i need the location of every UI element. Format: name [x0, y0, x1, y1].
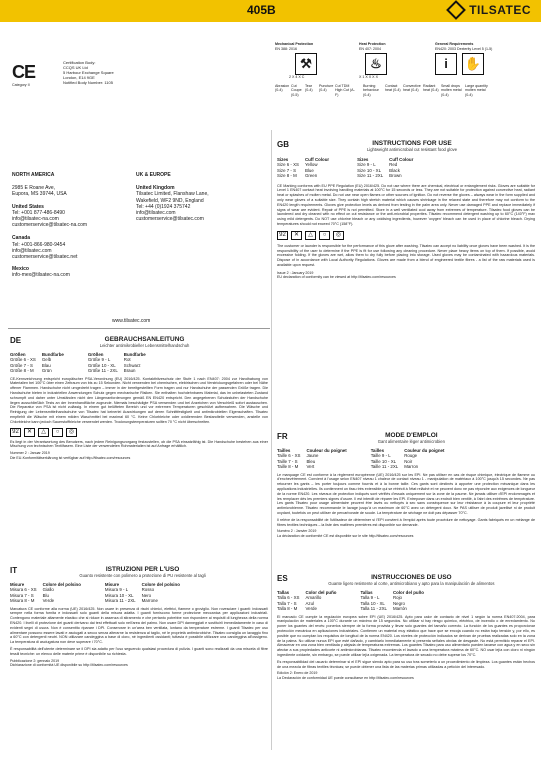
hammer-glove-icon: ⚒	[295, 53, 317, 75]
certification-block	[12, 62, 35, 88]
certification-body	[63, 60, 158, 85]
mexico-title: Mexico	[12, 266, 29, 273]
es-text2: Es responsabilidad del usuario determinar si el EPI sigue siendo apto para su uso tras someterlo a un procedimiento de limpieza. Los guantes están hechos de una mezcla de fibras textiles técnicas; se puede obtener una lista de las materias primas utilizadas a petición del interesado.	[277, 659, 535, 669]
fr-title: MODE D'EMPLOI	[385, 432, 438, 439]
it-size-table: Misure Colore del polsino Misure Colore del polsino Misura 6 - XS Giallo Misura 9 - L Rosso Misura 7 - S Blu Misura 10 - XL Nero Misura 8 - M Verde Misura 11 - 2XL Marrone	[10, 582, 180, 604]
mech-code: 2 X 4 X C	[289, 75, 305, 80]
fr-text2: Il relève de la responsabilité de l'utilisateur de déterminer si l'EPI convient à l'emploi après toute procédure de nettoyage. Gants fabriqués en un mélange de fibres textiles techniques – la liste des matières premières est disponible sur demande.	[277, 517, 535, 527]
heat-label: Convective heat (0-4)	[403, 83, 421, 93]
no-bleach-icon: △	[38, 428, 49, 437]
gb-subtitle: Lightweight antimicrobial cut resistant food glove	[366, 147, 458, 152]
no-bleach-icon: △	[305, 231, 316, 240]
fr-code: FR	[277, 432, 288, 441]
uk-sub: United Kingdom	[136, 185, 175, 192]
dry-clean-icon: ○	[319, 231, 330, 240]
brand-name: TILSATEC	[469, 3, 531, 17]
fr-section	[277, 432, 535, 539]
na-contact: info@tilsatec-na.com	[12, 216, 59, 223]
it-section	[10, 566, 268, 668]
fr-text: Le marquage CE est conforme à la règlement européenne (UE) 2016/425 sur les EPI. Ne pas utiliser en cas de risque chimique, électrique de flamme ou d'enchevêtrement. Convient à l'usage selon EN407 niveau 1 chaleur de contact niveau 1 - manipulation de matériaux à 100°C jusqu'à 15 secondes. Ne pas retourner les gants – les porter toujours comme fournis et à la bonne taille. Ces gants sont destinés à apporter une protection mécanique dans les applications industrielles. Ils contiennent un tissu très extensible qui se rétrécit à l'état relâché et ne peuvent donc ne pas répondre aux exigences de longueur de la norme EN420. Les niveaux de protection indiqués sont vérifiés d'essais uniquement sur la zone de la paume. Ne jamais utiliser d'EPI endommagés et les remplacer dès les premiers signes d'usure. Il est interdit de réparer les EPI. Entreposer dans un endroit bien ventilé, à l'abri des extrêmes de température. Les gants Tilsatec pour usage alimentaire peuvent être lavés ou nettoyés à sec sans conséquence sur leur résistance à la coupure et leur propriété antimicrobienne. Tilsatec recommande le lavage jusqu'à un maximum de 60°C avec un détergent doux. Ne PAS utiliser de produit javellisé ni de produit oxydant, toutefois on peut utiliser de percarbonate de soude. La température de séchage ne doit pas dépasser 70°C.	[277, 472, 535, 515]
cert-line: CCQS UK Ltd	[63, 65, 88, 70]
es-subtitle: Guante ligero resistente al corte, antimicrobiano y apto para la manipulación de alimentos	[328, 581, 495, 586]
de-care-symbols	[10, 428, 268, 437]
canada-title: Canada	[12, 235, 31, 242]
general-norm: EN420: 2003 Dexterity Level 5 (1-5)	[435, 46, 493, 51]
heat-label: Large quantity molten metal (0-4)	[465, 83, 488, 97]
es-code: ES	[277, 574, 288, 583]
es-title: INSTRUCCIONES DE USO	[371, 574, 452, 581]
gb-care-symbols	[277, 231, 535, 240]
es-doc: La Declaración de conformidad UE puede consultarse en http://tilsatec.com/resources	[277, 675, 414, 680]
standards-area	[275, 42, 535, 98]
na-addr: Eupora, MS 39744, USA	[12, 191, 67, 198]
model-number: 405B	[247, 3, 276, 17]
it-title: ISTRUZIONI PER L'USO	[105, 566, 180, 573]
na-contact: Tel: +001 877-486-8490	[12, 209, 65, 216]
fr-subtitle: Gant alimentaire léger antimicrobien	[377, 439, 445, 444]
cert-line: 5 Harbour Exchange Square	[63, 70, 114, 75]
column-divider	[271, 130, 272, 750]
de-doc: Die EU-Konformitätserklärung ist verfügbar auf http://tilsatec.com/resources	[10, 455, 131, 460]
canada-contact: info@tilsatec.com	[12, 247, 52, 254]
no-iron-icon: ✕	[291, 231, 302, 240]
it-code: IT	[10, 566, 18, 575]
na-sub: United States	[12, 203, 44, 210]
gb-doc: EU declaration of conformity can be viewed at http://tilsatec.com/resources	[277, 275, 396, 280]
es-section	[277, 574, 535, 681]
de-code: DE	[10, 336, 22, 345]
heat-label: Contact heat (0-4)	[385, 83, 401, 93]
fr-doc: La déclaration de conformité CE est disponible sur le site http://tilsatec.com/resources	[277, 533, 414, 538]
de-text2: Es liegt in der Verantwortung des Benutzers, nach jedem Reinigungsvorgang festzustellen, ob die PSA einsatzfähig ist. Die Handschuhe bestehen aus einer Mischung von technischen Textilfasern. Eine Liste der verwendeten Rohmaterialien ist auf Anfrage erhältlich.	[10, 439, 268, 449]
category-label: Category II	[12, 83, 30, 87]
uk-addr: Wakefield, WF2 9ND, England	[136, 197, 204, 204]
heat-label: Small drops molten metal (0-4)	[441, 83, 462, 97]
es-size-table: Tallas Color del puño Tallas Color del puño Talla 6 - XS Amarillo Talla 9 - L Rojo Talla 7 - S Azul Talla 10 - XL Negro Talla 8 - M Verde Talla 11 - 2XL Marrón	[277, 590, 424, 612]
mech-label: Puncture (0-4)	[319, 83, 334, 93]
general-title: General Requirements	[435, 42, 474, 46]
it-subtitle: Guanto resistente con polimero a protezione di PU resistente al tagli	[79, 573, 206, 578]
general-standard	[435, 42, 525, 75]
gb-issue: Issue 2 : January 2019	[277, 270, 314, 275]
gb-size-table: Sizes Cuff Colour Sizes Cuff Colour Size 6 - XS Yellow Size 9 - L Red Size 7 - S Blue Size 10 - XL Black Size 8 - M Green Size 11 - 2XL Brown	[277, 157, 414, 179]
cert-line: Notified Body Number: 1105	[63, 80, 113, 85]
ce-mark: CE	[12, 62, 36, 82]
es-issue: Edición 2: Enero de 2019	[277, 671, 318, 676]
uk-addr: Tilsatec Limited, Flanshaw Lane,	[136, 191, 209, 198]
north-america-block	[12, 172, 122, 279]
de-text: CE-Kennzeichnung entspricht europäischer PSA-Verordnung (EU) 2016/425. Kontakthitzeschutz der Stufe 1 nach EN407: 2004 zur Handhabung von Materialien bei 100°C über einen Zeitraum von bis zu 15 Sekunden. Nicht verwenden bei chemischen, elektrischen und Verstrickungsgefahren oder bei Nähe offener Flammen. Handschuhe nicht umgedreht tragen – immer in der bereitgestellten Form tragen und nur Handschuhe der passenden Größe tragen. Die Handschuhe bieten in industriellen Anwendungen Schutz gegen mechanische Risiken. Sie enthalten hochdehnbares Material, das im unbelasteten Zustand schrumpft und daher unter Umständen nicht den Längenanforderungen gemäß EN EN420 entspricht. Den angegebenen Schutzstufen der Handschuhe liegen ausschließlich Tests an der Innenhandfläche zugrunde. Niemals beschädigte PSA verwenden und bei Anzeichen von Verschleiß sofort austauschen. Die Reparatur von PSA ist nicht zulässig. In einem gut belüfteten Bereich und vor extremen Temperaturen geschützt aufbewahren. Die Wäsche und Reinigung der Lebensmittelhandschuhe von Tilsatec hat keinerlei Auswirkungen auf deren Schnittfestigkeit und antimikrobiellen Eigenschaften. Tilsatec empfiehlt die Wäsche mit einem milden Waschmittel bei maximal 60 °C. Keine Chlorbleiche oder oxidierenden Bestandteile verwenden, anstelle von Chlorbleiche kann jedoch Sauerstoffbleiche verwendet werden. Trocknungstemperaturen sollten 70 °C nicht überschreiten.	[10, 376, 268, 424]
de-title: GEBRAUCHSANLEITUNG	[104, 336, 185, 343]
de-issue: Nummer 2 : Januar 2019	[10, 451, 50, 456]
mexico-contact: info-mex@tilsatec-na.com	[12, 272, 70, 279]
no-iron-icon: ✕	[24, 428, 35, 437]
de-size-table: Größen Bundfarbe Größen Bundfarbe Größe 6 - XS Gelb Größe 9 - L Rot Größe 7 - S Blau Größe 10 - XL Schwarz Größe 8 - M Grün Größe 11 - 2XL Braun	[10, 352, 146, 374]
heat-title: Heat Protection	[359, 42, 386, 46]
mech-label: Abrasion (0-4)	[275, 83, 290, 93]
gb-text2: The customer or launder is responsible for the performance of this glove after washing. Tilsatec can accept no liability once gloves have been washed. It is the responsibility of the user to determine if the PPE is fit for use following any cleaning procedure. Never place heavy items on top of them. If possible, avoid excessive folding. If the gloves are wet, allow them to dry fully before placing into storage. Used gloves may be contaminated with hazardous materials. Dispose of in accordance with Local Authority Regulations. Gloves are made from a blend of engineered textile fibres - a list of the raw materials used is available upon request.	[277, 243, 535, 267]
dry-clean-icon: ○	[52, 428, 63, 437]
brand-logo	[449, 3, 531, 17]
heat-standard	[359, 42, 429, 80]
it-text: Marcatura CE conforme alla norma (UE) 2016/425. Non usare in presenza di rischi chimici, elettrici, fiamme o groviglio. Non rovesciare i guanti: indossarli sempre nella forma fornita e indossarli solo guanti della misura adatta. I guanti forniscono forme protezione meccanica per applicazioni industriali. Contengono materiale altamente elastico che si riduce in assenza di stiramento e che pertanto potrebbe non rispondere ai requisiti di lunghezza della norma EN420. I livelli di protezione dei guanti derivano dai test effettuati solo nell'area del palmo. Non usare DPI danneggiati e sostituirli immediatamente in caso di evidenti segni di usura. Non è consentito riparare i DPI. Conservare in un'area ben ventilata, lontano da temperature estreme. I guanti Tilsatec per uso alimentare possono essere lavati e asciugati a secco senza alterarne la resistenza al taglio, né le proprietà antimicrobiche. Tilsatec consiglia un lavaggio fino a 60°C con detergenti neutri. NON utilizzare candeggina a base di cloro, né ingredienti ossidanti; tuttavia è possibile utilizzare una candeggina all'ossigeno. La temperatura di asciugatura non deve superare i 70°C.	[10, 606, 268, 645]
heat-code: X 1 X X X X	[359, 75, 378, 80]
wash-92-icon: 92	[10, 428, 21, 437]
mech-norm: EN 388: 2016	[275, 46, 297, 51]
it-text2: È responsabilità dell'utente determinare se il DPI sia adatto per l'uso seguendo qualsiasi procedura di pulizia. I guanti sono realizzati da una miscela di fibre tessili tecniche: un elenco delle materie prime è disponibile su richiesta.	[10, 647, 268, 656]
it-doc: Dichiarazione di conformità UE disponibile su http://tilsatec.com/resources	[10, 663, 128, 668]
fr-size-table: Tailles Couleur du poignet Tailles Couleur du poignet Taille 6 - XS Jaune Taille 9 - L Rouge Taille 7 - S Bleu Taille 10 - XL Noir Taille 8 - M Vert Taille 11 - 2XL Marron	[277, 448, 445, 470]
mech-label: Tear (0-4)	[305, 83, 313, 93]
brand-diamond-icon	[446, 0, 466, 20]
glove-icon: ✋	[462, 53, 484, 75]
tumble-dry-icon: ◎	[66, 428, 77, 437]
heat-label: Burning behaviour (0-4)	[363, 83, 379, 97]
wash-92-icon: 92	[277, 231, 288, 240]
uk-contact: info@tilsatec.com	[136, 210, 176, 217]
canada-contact: customerservice@tilsatec.net	[12, 254, 78, 261]
divider	[8, 328, 270, 329]
mechanical-standard	[275, 42, 353, 80]
mech-title: Mechanical Protection	[275, 42, 314, 46]
es-text: El marcado CE cumple la regulación europea sobre EPI (UE) 2016/425. Apto para calor de contacto de nivel 1 según la norma EN407:2004, para manipulación de materiales a 100°C durante un máximo de 15 segundos. No utilizar si hay riesgo químico, eléctrico, de incendio o de enredamiento. No poner los guantes del revés: ponerlos siempre de la forma provista y llevar solo guantes del tamaño correcto. La función de los guantes es proporcionar protección mecánica en aplicaciones industriales. Contienen un material muy elástico que hace que se encoja cuando no están bajo tensión y, por ello, es posible que no cumplan los requisitos de longitud de la norma EN420. Los niveles de protección indicados se derivan de pruebas realizadas solo en la zona de la palma. No utilizar nunca EPI que esté dañado, y cambiarlo inmediatamente si presenta señales obvias de desgaste. No está permitido reparar el EPI. Almacenar en una zona bien ventilada y alejada de temperaturas extremas. Los guantes Tilsatec para uso alimentario pueden lavarse con agua y en seco sin afectar a sus propiedades anticorte ni antimicrobianas. Tilsatec recomienda el lavado a una temperatura máxima de 60°C. NO usar lejía con cloro ni ningún ingrediente oxidante, sin embargo, se puede utilizar lejía oxigenada. La temperatura de secado no debe superar los 70°C.	[277, 614, 535, 657]
cert-line: Certification Body:	[63, 60, 96, 65]
uk-contact: customerservice@tilsatec.com	[136, 216, 204, 223]
canada-contact: Tel: +001-866-980-9454	[12, 241, 66, 248]
cert-line: London, E14 9GE	[63, 75, 95, 80]
na-title: NORTH AMERICA	[12, 172, 55, 178]
uk-title: UK & EUROPE	[136, 172, 171, 178]
mech-label: Cut TDM High Cut (A-F)	[335, 83, 355, 97]
info-book-icon: i	[435, 53, 457, 75]
gb-section	[277, 140, 535, 280]
na-addr: 2985 E Roane Ave,	[12, 185, 55, 192]
de-section	[10, 336, 268, 460]
heat-label: Radiant heat (0-4)	[423, 83, 439, 93]
fr-issue: Numéro 2 : Janvier 2019	[277, 529, 317, 534]
website: www.tilsatec.com	[112, 318, 151, 324]
mech-label: Cut Coupe (0-5)	[291, 83, 302, 97]
it-issue: Pubblicazione 2: gennaio 2019	[10, 658, 60, 663]
gb-code: GB	[277, 140, 289, 149]
gb-text: CE Marking conforms with EU PPE Regulation (EU) 2016/425. Do not use where there are chemical, electrical or entanglement risks. Gloves are suitable for Level 1 EN407 contact heat involving handling materials at 100°C for 15 seconds or less. They are not suitable for protection against convective heat, radiant heat or splashes of molten metal. Do not use near open flames or other sources of ignition. Do not reverse the gloves – always wear in the form supplied and only wear gloves of a suitable size. They contain high stretch material which causes shrinkage in the relaxed state and therefore may not conform to the EN420 length requirements. Gloves give protection levels as derived from testing in the palm area only. Never use damaged PPE and replace immediately if signs of wear are evident. Repair of PPE is not permitted. Store in a well ventilated cool away from extremes of temperature. Tilsatec food gloves can be laundered and dry cleaned with no effect on cut resistance or the anti-microbial properties. Tilsatec recommend detergent washing up to 60°C (140°F) max using mild detergents. Do NOT use chlorine bleach or any oxidising ingredients, however 'oxygen' bleach can be used in place of chlorine bleach. Drying temperatures should not exceed 70°C (158°F).	[277, 183, 535, 226]
flame-icon: ♨	[365, 53, 387, 75]
tumble-dry-icon: ◎	[333, 231, 344, 240]
gb-title: INSTRUCTIONS FOR USE	[372, 140, 452, 147]
uk-europe-block	[136, 172, 256, 222]
de-subtitle: Leichter antimikrobieller Lebensmittelhandschuh	[99, 343, 190, 348]
na-contact: customerservice@tilsatec-na.com	[12, 222, 88, 229]
heat-norm: EN 407: 2004	[359, 46, 381, 51]
uk-contact: Tel: +44 (0)1924 375742	[136, 203, 191, 210]
